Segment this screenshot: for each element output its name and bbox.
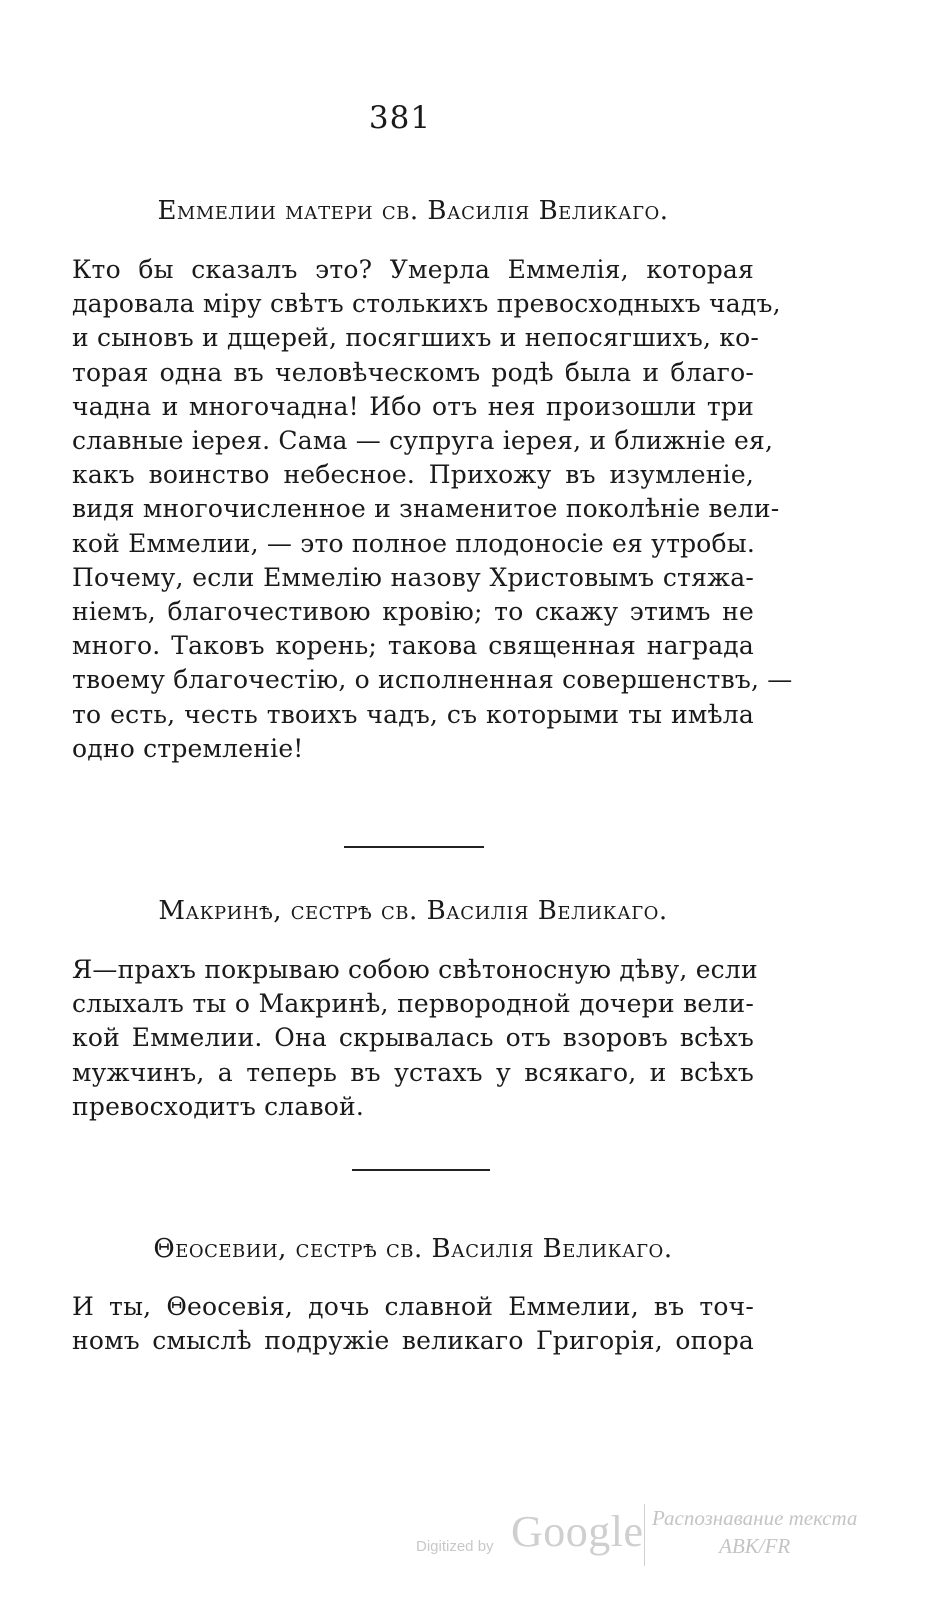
digitized-by-label: Digitized by — [416, 1538, 494, 1555]
text-line: слыхалъ ты о Макринѣ, первородной дочери вели- — [72, 989, 754, 1019]
text-line: какъ воинство небесное. Прихожу въ изумленіе, — [72, 460, 754, 490]
text-line: твоему благочестію, о исполненная совершенствъ, — — [72, 665, 793, 695]
section-emmelia — [72, 196, 793, 766]
text-line: И ты, Θеосевія, дочь славной Еммелии, въ точ- — [72, 1292, 754, 1321]
text-line: кой Еммелии, — это полное плодоносіе ея утробы. — [72, 528, 756, 558]
ocr-credit — [652, 1504, 857, 1560]
text-line: чадна и многочадна! Ибо отъ нея произошли три — [72, 391, 754, 421]
digitization-watermark — [416, 1500, 896, 1570]
section-divider — [352, 1169, 490, 1171]
text-line: и сыновъ и дщерей, посягшихъ и непосягшихъ, ко- — [72, 323, 759, 353]
text-line: Кто бы сказалъ это? Умерла Еммелія, которая — [72, 255, 754, 284]
text-line: Почему, если Еммелію назову Христовымъ стяжа- — [72, 562, 754, 592]
section-divider — [344, 846, 484, 848]
section-heading: Θеосевии, сестрѣ св. Василія Великаго. — [153, 1234, 673, 1264]
text-line: торая одна въ человѣческомъ родѣ была и благо- — [72, 357, 754, 387]
text-line: мужчинъ, а теперь въ устахъ у всякаго, и всѣхъ — [72, 1057, 754, 1087]
text-line: превосходитъ славой. — [72, 1091, 365, 1121]
text-line: видя многочисленное и знаменитое поколѣніе вели- — [72, 494, 780, 524]
text-line: славные іерея. Сама — супруга іерея, и ближніе ея, — [72, 426, 774, 456]
text-line: много. Таковъ корень; такова священная награда — [72, 631, 754, 661]
section-heading: Еммелии матери св. Василія Великаго. — [157, 196, 669, 226]
section-theosevia — [72, 1234, 754, 1358]
text-line: то есть, честь твоихъ чадъ, съ которыми ты имѣла — [72, 699, 754, 729]
text-line: ніемъ, благочестивою кровію; то скажу этимъ не — [72, 597, 754, 627]
ocr-credit-line1: Распознавание текста — [652, 1506, 858, 1530]
section-makrina — [72, 896, 758, 1124]
ocr-credit-line2: АВК/FR — [719, 1534, 791, 1558]
text-line: номъ смыслѣ подружіе великаго Григорія, опора — [72, 1326, 754, 1356]
text-line: Я—прахъ покрываю собою свѣтоносную дѣву, если — [72, 955, 758, 984]
section-heading: Макринѣ, сестрѣ св. Василія Великаго. — [158, 896, 668, 926]
text-line: одно стремленіе! — [72, 733, 304, 763]
page-number: 381 — [368, 100, 432, 136]
text-line: даровала міру свѣтъ столькихъ превосходныхъ чадъ, — [72, 289, 781, 319]
watermark-divider — [644, 1504, 645, 1566]
google-logo: Google — [511, 1507, 644, 1556]
text-line: кой Еммелии. Она скрывалась отъ взоровъ всѣхъ — [72, 1023, 754, 1053]
